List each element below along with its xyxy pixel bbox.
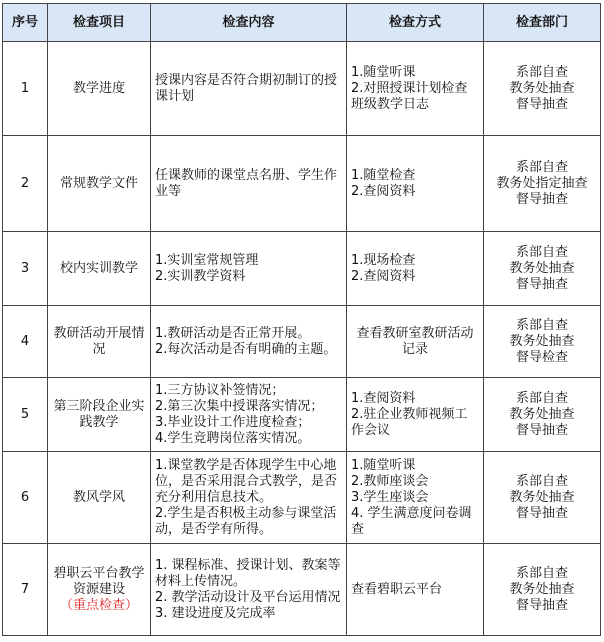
row-dept <box>484 452 601 544</box>
row-content <box>151 378 347 452</box>
dept-line: 教务处抽查 <box>509 406 575 422</box>
table-row <box>3 232 601 306</box>
row-project <box>48 544 151 636</box>
row-project: 校内实训教学 <box>48 232 151 306</box>
content-line: 2.第三次集中授课落实情况； <box>155 398 324 414</box>
row-method <box>347 136 484 232</box>
dept-line: 教务处抽查 <box>509 333 575 349</box>
table-row <box>3 306 601 378</box>
dept-line: 教务处指定抽查 <box>496 175 588 191</box>
row-project: 教研活动开展情况 <box>48 306 151 378</box>
table-header-row <box>3 4 601 42</box>
method-line: 3.学生座谈会 <box>351 489 429 505</box>
content-line: 2.学生是否积极主动参与课堂活动，是否学有所得。 <box>155 505 337 537</box>
dept-line: 教务处抽查 <box>509 489 575 505</box>
row-project: 第三阶段企业实践教学 <box>48 378 151 452</box>
row-no: 7 <box>3 544 48 636</box>
row-content <box>151 544 347 636</box>
table-row <box>3 452 601 544</box>
content-line: 2.实训教学资料 <box>155 268 246 284</box>
row-method <box>347 544 484 636</box>
dept-line: 督导抽查 <box>515 422 568 438</box>
row-no: 1 <box>3 42 48 136</box>
dept-line: 督导检查 <box>515 349 568 365</box>
row-dept <box>484 232 601 306</box>
dept-line: 督导抽查 <box>515 597 568 613</box>
row-content <box>151 452 347 544</box>
row-no: 3 <box>3 232 48 306</box>
dept-line: 教务处抽查 <box>509 260 575 276</box>
method-line: 2.教师座谈会 <box>351 473 429 489</box>
dept-line: 督导抽查 <box>515 276 568 292</box>
row-dept <box>484 306 601 378</box>
table-row <box>3 378 601 452</box>
row-dept <box>484 42 601 136</box>
dept-line: 系部自查 <box>515 565 568 581</box>
row-dept <box>484 136 601 232</box>
content-line: 1.实训室常规管理 <box>155 252 259 268</box>
dept-line: 督导抽查 <box>515 505 568 521</box>
method-line: 1.现场检查 <box>351 252 416 268</box>
row-no: 6 <box>3 452 48 544</box>
dept-line: 督导抽查 <box>515 191 568 207</box>
key-check-note: （重点检查） <box>59 597 138 613</box>
row-content <box>151 42 347 136</box>
row-method <box>347 306 484 378</box>
content-line: 3. 建设进度及完成率 <box>155 605 276 621</box>
content-line: 2.每次活动是否有明确的主题。 <box>155 341 337 357</box>
row-content <box>151 306 347 378</box>
header-content: 检查内容 <box>151 4 347 42</box>
row-no: 4 <box>3 306 48 378</box>
content-line: 1.课堂教学是否体现学生中心地位，是否采用混合式教学，是否充分利用信息技术。 <box>155 457 338 505</box>
row-method <box>347 378 484 452</box>
method-line: 1.随堂听课 <box>351 64 416 80</box>
row-method <box>347 452 484 544</box>
table-row <box>3 136 601 232</box>
row-method <box>347 232 484 306</box>
method-line: 2.查阅资料 <box>351 268 416 284</box>
row-dept <box>484 378 601 452</box>
method-line: 2.对照授课计划检查班级教学日志 <box>351 80 468 112</box>
dept-line: 系部自查 <box>515 390 568 406</box>
method-line: 查看碧职云平台 <box>351 581 443 597</box>
row-dept <box>484 544 601 636</box>
dept-line: 系部自查 <box>515 159 568 175</box>
content-line: 1. 课程标准、授课计划、教案等材料上传情况。 <box>155 557 341 589</box>
content-line: 4.学生竞聘岗位落实情况。 <box>155 430 311 446</box>
row-content <box>151 232 347 306</box>
method-line: 1.随堂检查 <box>351 167 416 183</box>
dept-line: 系部自查 <box>515 244 568 260</box>
project-label: 碧职云平台教学资源建设 <box>53 565 145 597</box>
header-no: 序号 <box>3 4 48 42</box>
dept-line: 教务处抽查 <box>509 80 575 96</box>
header-method: 检查方式 <box>347 4 484 42</box>
row-project: 常规教学文件 <box>48 136 151 232</box>
table-row <box>3 42 601 136</box>
method-line: 2.驻企业教师视频工作会议 <box>351 406 468 438</box>
content-line: 1.三方协议补签情况； <box>155 382 285 398</box>
table-row <box>3 544 601 636</box>
content-line: 任课教师的课堂点名册、学生作业等 <box>155 167 338 199</box>
header-project: 检查项目 <box>48 4 151 42</box>
method-line: 4. 学生满意度问卷调查 <box>351 505 472 537</box>
row-no: 5 <box>3 378 48 452</box>
row-content <box>151 136 347 232</box>
content-line: 3.毕业设计工作进度检查； <box>155 414 311 430</box>
row-project: 教风学风 <box>48 452 151 544</box>
dept-line: 系部自查 <box>515 64 568 80</box>
dept-line: 系部自查 <box>515 473 568 489</box>
content-line: 1.教研活动是否正常开展。 <box>155 325 311 341</box>
method-line: 1.随堂听课 <box>351 457 416 473</box>
method-line: 查看教研室教研活动记录 <box>356 325 474 357</box>
content-line: 授课内容是否符合期初制订的授课计划 <box>155 72 338 104</box>
method-line: 2.查阅资料 <box>351 183 416 199</box>
dept-line: 督导抽查 <box>515 96 568 112</box>
inspection-table <box>2 3 601 636</box>
dept-line: 系部自查 <box>515 317 568 333</box>
row-method <box>347 42 484 136</box>
row-no: 2 <box>3 136 48 232</box>
row-project: 教学进度 <box>48 42 151 136</box>
method-line: 1.查阅资料 <box>351 390 416 406</box>
content-line: 2. 教学活动设计及平台运用情况 <box>155 589 341 605</box>
dept-line: 教务处抽查 <box>509 581 575 597</box>
header-dept: 检查部门 <box>484 4 601 42</box>
